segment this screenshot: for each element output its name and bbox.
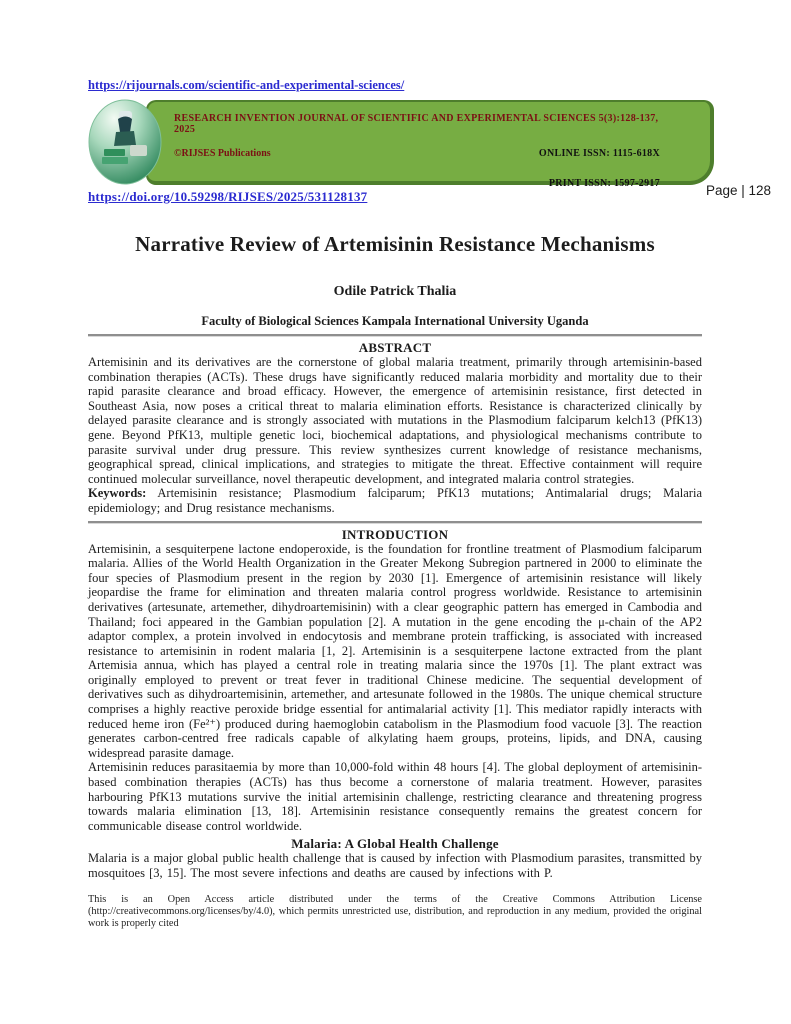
author-affiliation: Faculty of Biological Sciences Kampala International University Uganda bbox=[201, 314, 589, 328]
page-number: Page | 128 bbox=[706, 183, 772, 198]
journal-title-line: RESEARCH INVENTION JOURNAL OF SCIENTIFIC AND EXPERIMENTAL SCIENCES 5(3):128-137, 2025 bbox=[174, 113, 659, 135]
journal-header-band bbox=[88, 99, 702, 189]
introduction-heading: INTRODUCTION bbox=[341, 526, 449, 542]
doi-link[interactable]: https://doi.org/10.59298/RIJSES/2025/531128137 bbox=[88, 189, 368, 204]
page-content bbox=[88, 76, 702, 941]
abstract-heading: ABSTRACT bbox=[358, 340, 432, 355]
keywords-label: Keywords: bbox=[88, 486, 147, 501]
keywords-text: Artemisinin resistance; Plasmodium falciparum; PfK13 mutations; Antimalarial drugs; Malaria epidemiology; and Drug resistance mechanisms. bbox=[88, 486, 702, 515]
license-notice: This is an Open Access article distributed under the terms of the Creative Commons Attribution License (http://creativecommons.org/licenses/by/4.0), which permits unrestricted use, distribution, and reproduction in any medium, provided the original work is properly cited bbox=[88, 893, 702, 930]
journal-site-link[interactable]: https://rijournals.com/scientific-and-experimental-sciences/ bbox=[88, 78, 405, 92]
journal-info-box bbox=[146, 100, 714, 189]
print-issn-label: PRINT ISSN: 1597-2917 bbox=[548, 178, 660, 189]
malaria-section-paragraph: Malaria is a major global public health challenge that is caused by infection with Plasmodium parasites, transmitted by mosquitoes [3, 15]. The most severe infections and deaths are caused by infections with P. bbox=[88, 851, 702, 880]
abstract-text: Artemisinin and its derivatives are the cornerstone of global malaria treatment, primarily through artemisinin-based combination therapies (ACTs). These drugs have significantly reduced malaria morbidity and mortality due to their rapid parasite clearance and broad efficacy. However, the emergence of artemisinin resistance, first detected in Southeast Asia, now poses a critical threat to malaria elimination efforts. Resistance is characterized clinically by delayed parasite clearance and is strongly associated with mutations in the Plasmodium falciparum kelch13 (PfK13) gene. Beyond PfK13, multiple genetic loci, biochemical adaptations, and physiological mechanisms contribute to parasite survival under drug pressure. This review synthesizes current knowledge of resistance mechanisms, geographical spread, clinical implications, and strategies to mitigate the threat. Effective containment will require continued molecular surveillance, novel therapeutic development, and integrated malaria control strategies. bbox=[88, 355, 702, 486]
article-title: Narrative Review of Artemisinin Resistance Mechanisms bbox=[135, 232, 655, 256]
introduction-paragraph-2: Artemisinin reduces parasitaemia by more than 10,000-fold within 48 hours [4]. The global deployment of artemisinin-based combination therapies (ACTs) has thus become a cornerstone of malaria treatment. However, parasites harbouring PfK13 mutations survive the initial artemisinin challenge, restricting clearance and threatening progress towards malaria elimination [13, 18]. Artemisinin resistance consequently remains the greatest concern for communicable disease control worldwide. bbox=[88, 760, 702, 833]
introduction-paragraph-1: Artemisinin, a sesquiterpene lactone endoperoxide, is the foundation for frontline treatment of Plasmodium falciparum malaria. Allies of the World Health Organization in the Greater Mekong Subregion partnered in 2000 to eliminate the four species of Plasmodium present in the region by 2030 [1]. Emergence of artemisinin resistance will likely jeopardise the frame for elimination and threaten malaria control progress worldwide. Resistance to artemisinin derivatives (artesunate, artemether, dihydroartemisinin) with a clear geographic pattern has emerged in Cambodia and Thailand; foci appeared in the Gambian population [2]. A mutation in the gene encoding the μ-chain of the AP2 adaptor complex, a protein involved in endocytosis and membrane protein trafficking, is associated with increased resistance to artemisinin in rodent malaria [1, 2]. Artemisinin is a sesquiterpene lactone extracted from the plant Artemisia annua, which has played a central role in treating malaria since the 1970s [1]. The plant extract was originally employed to prevent or treat fever in traditional Chinese medicine. The sequential development of derivatives such as dihydroartemisinin, artemether, and artesunate followed in the 1980s. The unique chemical structure comprises a highly reactive peroxide bridge essential for antimalarial activity [1]. This mediator rapidly interacts with reduced heme iron (Fe²⁺) produced during haemoglobin catabolism in the Plasmodium food vacuole [3]. The reaction generates carbon-centred free radicals capable of alkylating haem groups, proteins, lipids, and DNA, causing widespread parasite damage. bbox=[88, 541, 702, 760]
journal-info-row bbox=[174, 173, 660, 191]
keywords-line bbox=[88, 486, 702, 515]
journal-logo-image bbox=[88, 99, 163, 185]
malaria-section-heading: Malaria: A Global Health Challenge bbox=[291, 836, 499, 852]
section-divider bbox=[88, 521, 702, 524]
journal-info-row bbox=[174, 148, 660, 159]
publisher-label: ©RIJSES Publications bbox=[174, 148, 271, 159]
online-issn-label: ONLINE ISSN: 1115-618X bbox=[538, 148, 660, 159]
section-divider bbox=[88, 334, 702, 337]
author-name: Odile Patrick Thalia bbox=[333, 284, 457, 299]
